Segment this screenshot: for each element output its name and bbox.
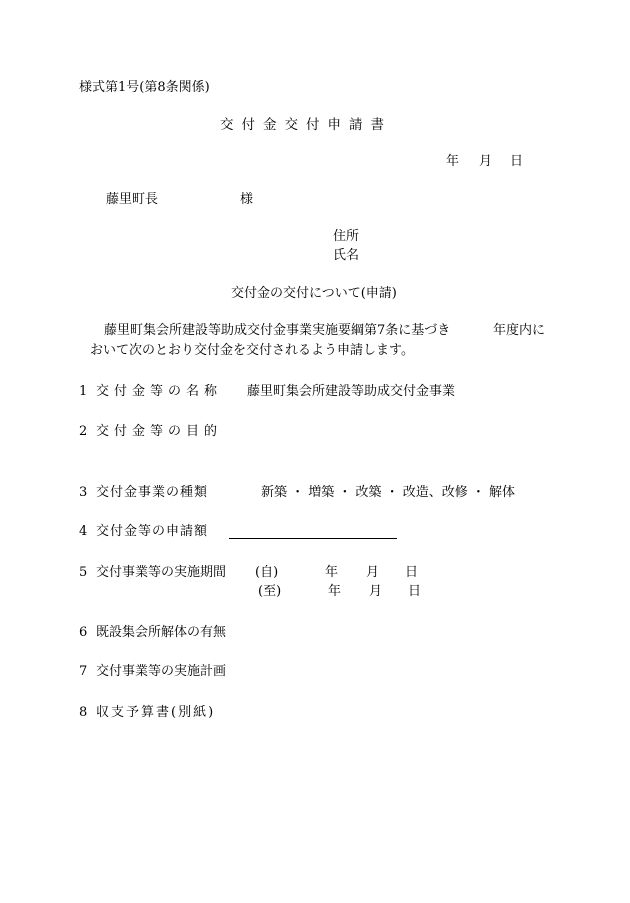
period-to-day: 日 xyxy=(408,584,422,599)
item-label: 交付事業等の実施期間 xyxy=(96,565,227,580)
item-number: 7 xyxy=(79,664,88,679)
period-to-year: 年 xyxy=(328,584,342,599)
date-month: 月 xyxy=(479,154,493,169)
item-number: 5 xyxy=(79,565,88,580)
item-number: 3 xyxy=(79,485,88,500)
item-value: 新築 ・ 増築 ・ 改築 ・ 改造、改修 ・ 解体 xyxy=(261,485,516,500)
period-to-month: 月 xyxy=(369,584,383,599)
item-number: 8 xyxy=(79,705,88,720)
item-label: 交付事業等の実施計画 xyxy=(96,664,227,679)
addressee-honorific: 様 xyxy=(240,192,254,207)
item-number: 2 xyxy=(79,424,88,439)
item-label: 交付金等の名称 xyxy=(96,384,223,399)
item-label: 交付金事業の種類 xyxy=(96,485,209,500)
item-value: 藤里町集会所建設等助成交付金事業 xyxy=(247,384,456,399)
item-label: 交付金等の申請額 xyxy=(96,524,209,539)
item-label: 収支予算書(別紙) xyxy=(96,705,216,720)
addressee-name: 藤里町長 xyxy=(106,192,159,207)
period-from-year: 年 xyxy=(325,565,339,580)
item-number: 4 xyxy=(79,524,88,539)
date-year: 年 xyxy=(446,154,460,169)
item-label: 交付金等の目的 xyxy=(96,424,223,439)
period-from-day: 日 xyxy=(405,565,419,580)
document-title: 交付金交付申請書 xyxy=(220,117,392,133)
item-number: 1 xyxy=(79,384,88,399)
period-to: (至) xyxy=(258,584,282,599)
amount-underline xyxy=(229,538,397,539)
subject-line: 交付金の交付について(申請) xyxy=(231,286,397,301)
date-day: 日 xyxy=(510,154,524,169)
body-line-1a: 藤里町集会所建設等助成交付金事業実施要綱第7条に基づき xyxy=(104,323,451,338)
form-number: 様式第1号(第8条関係) xyxy=(79,80,210,95)
body-line-1b: 年度内に xyxy=(493,323,546,338)
body-line-2: おいて次のとおり交付金を交付されるよう申請します。 xyxy=(90,343,414,358)
period-from-month: 月 xyxy=(366,565,380,580)
item-number: 6 xyxy=(79,625,88,640)
applicant-address-label: 住所 xyxy=(333,229,360,244)
period-from: (自) xyxy=(255,565,279,580)
applicant-name-label: 氏名 xyxy=(333,248,360,263)
item-label: 既設集会所解体の有無 xyxy=(96,625,227,640)
